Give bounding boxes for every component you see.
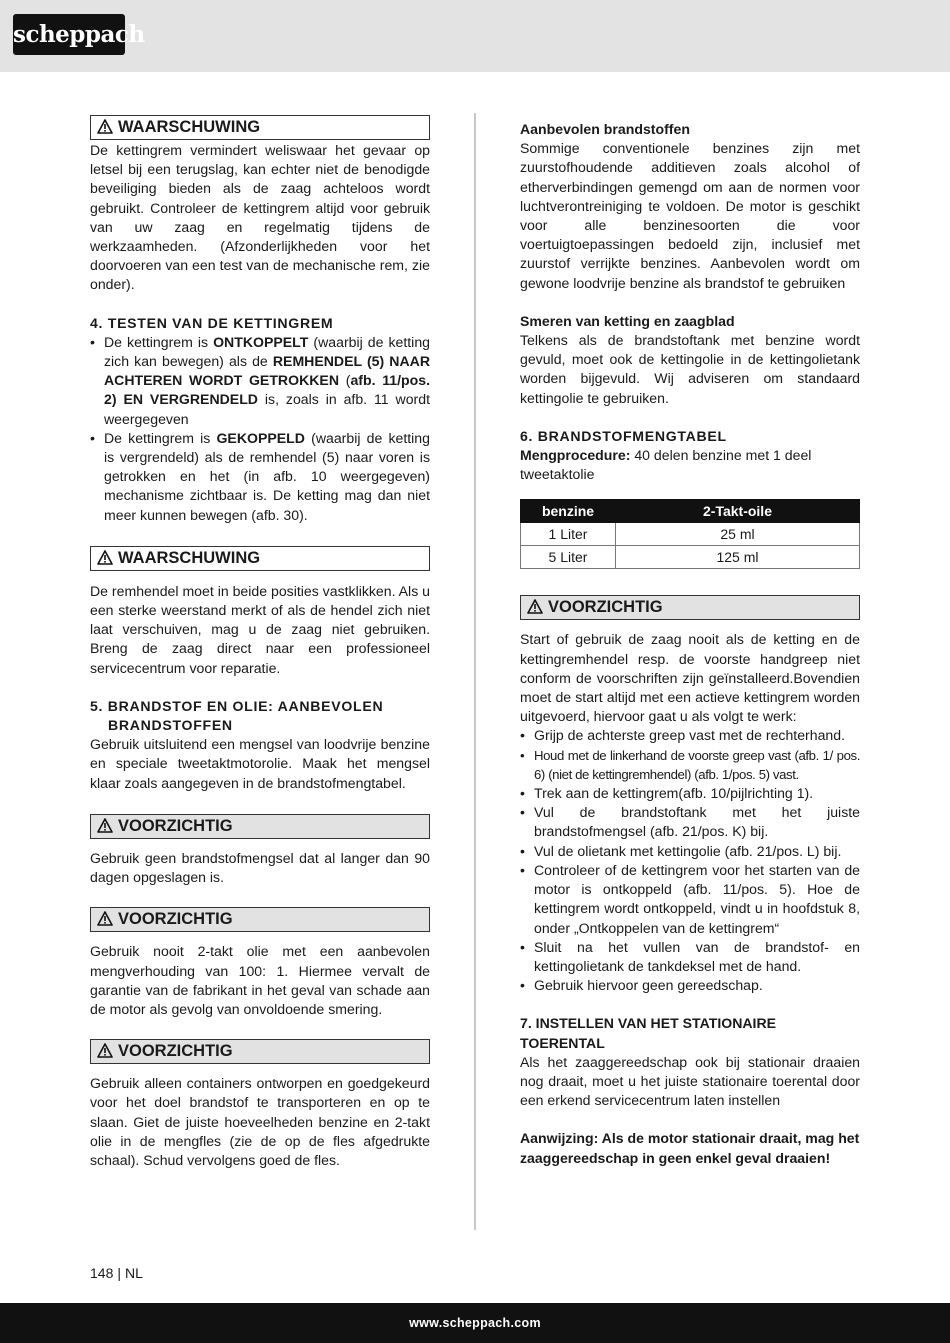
warning-title: WAARSCHUWING [118,118,261,136]
warning-triangle-icon [97,119,113,134]
note-text: Aanwijzing: Als de motor stationair draait, mag het zaaggereedschap in geen enkel geval draaien! [520,1130,860,1166]
list-item: • Trek aan de kettingrem(afb. 10/pijlrichting 1). [520,784,860,803]
fuels-text: Sommige conventionele benzines zijn met zuurstofhoudende additieven zoals alcohol of etherverbindingen gemengd om aan de normen voor luchtverontreiniging te voldoen. De motor is geschikt voor alle benzinesoorten die voor voertuigtoepassingen bedoeld zijn, inclusief met zuurstof verrijkte benzines. Aanbevolen wordt om gewone loodvrije benzine als brandstof te gebruiken [520,140,860,291]
caution-box-2 [90,907,430,932]
mix-procedure: Mengprocedure: 40 delen benzine met 1 deel tweetaktolie [520,447,812,483]
caution-intro: Start of gebruik de zaag nooit als de ketting en de kettingremhendel resp. de voorste handgreep niet conform de voorschriften zijn geïnstalleerd.Bovendien moet de start altijd met een actieve kettingrem worden uitgevoerd, hiervoor gaat u als volgt te werk: [520,631,860,725]
caution-title: VOORZICHTIG [118,1042,233,1061]
start-steps-list [520,726,860,995]
caution-text: Gebruik nooit 2-takt olie met een aanbevolen mengverhouding van 100: 1. Hiermee vervalt de garantie van de fabrikant in het geval van schade aan de motor als gevolg van onvoldoende smering. [90,943,430,1017]
section-5-text: Gebruik uitsluitend een mengsel van loodvrije benzine en speciale tweetaktmotorolie. Maak het mengsel klaar zoals aangegeven in de brandstofmengtabel. [90,736,430,791]
warning-triangle-icon [97,911,113,926]
scheppach-logo: scheppach [13,14,125,55]
fuel-mix-table [520,499,860,569]
caution-text: Gebruik alleen containers ontworpen en goedgekeurd voor het doel brandstof te transporteren en op te slaan. Giet de juiste hoeveelheden benzine en 2-takt olie in de mengfles (zie de op de fles afgedrukte schaal). Schud vervolgens goed de fles. [90,1075,430,1168]
fuels-heading: Aanbevolen brandstoffen [520,121,690,137]
section-heading-7: 7. INSTELLEN VAN HET STATIONAIRE TOERENTAL [520,1015,777,1051]
header-bar [0,0,950,72]
warning-text: De kettingrem vermindert weliswaar het gevaar op letsel bij een terugslag, kan echter niet de benodigde beveiliging bieden als de zaag achteloos wordt gebruikt. Controleer de kettingrem altijd voor gebruik van uw zaag en regelmatig tijdens de werkzaamheden. (Afzonderlijkheden voor het doorvoeren van een test van de mechanische rem, zie onder). [90,142,430,293]
lube-text: Telkens als de brandstoftank met benzine wordt gevuld, moet ook de kettingolie in de kettingolietank worden bijgevuld. Wij adviseren om standaard kettingolie te gebruiken. [520,332,860,406]
warning-text: De remhendel moet in beide posities vastklikken. Als u een sterke weerstand merkt of als de hendel zich niet laat verschuiven, mag u de zaag niet gebruiken. Breng de zaag direct naar een professioneel servicecentrum voor reparatie. [90,582,430,676]
website-link[interactable]: www.scheppach.com [409,1316,541,1330]
section-heading-5: 5. BRANDSTOF EN OLIE: AANBEVOLEN BRANDSTOFFEN [90,697,384,734]
page-number: 148 | NL [90,1265,143,1281]
list-item: • Sluit na het vullen van de brandstof- en kettingolietank de tankdeksel met de hand. [520,938,860,976]
list-item: • Vul de brandstoftank met het juiste brandstofmengsel (afb. 21/pos. K) bij. [520,803,860,841]
caution-box-1 [90,814,430,839]
table-header: benzine [521,500,616,523]
column-divider [474,113,476,1230]
table-cell: 125 ml [616,546,860,569]
caution-title: VOORZICHTIG [548,598,663,617]
table-header: 2-Takt-oile [616,500,860,523]
list-item: • De kettingrem is ONTKOPPELT (waarbij de ketting zich kan bewegen) als de REMHENDEL (5) NAAR ACHTEREN WORDT GETROKKEN (afb. 11/pos. 2) EN VERGRENDELD is, zoals in afb. 11 wordt weergegeven [90,333,430,429]
warning-box-2 [90,546,430,571]
table-header-row [521,500,860,523]
table-cell: 5 Liter [521,546,616,569]
warning-box-1 [90,115,430,140]
left-column [90,115,430,1170]
list-item: • Gebruik hiervoor geen gereedschap. [520,976,860,995]
right-column [520,115,860,1168]
table-cell: 25 ml [616,523,860,546]
section-heading-4: 4. TESTEN VAN DE KETTINGREM [90,314,334,331]
table-row [521,523,860,546]
warning-triangle-icon [527,599,543,614]
footer-bar [0,1303,950,1343]
list-item: • Grijp de achterste greep vast met de rechterhand. [520,726,860,745]
warning-triangle-icon [97,550,113,565]
list-item: • Vul de olietank met kettingolie (afb. 21/pos. L) bij. [520,842,860,861]
caution-title: VOORZICHTIG [118,910,233,929]
table-row [521,546,860,569]
warning-title: WAARSCHUWING [118,548,261,567]
caution-title: VOORZICHTIG [118,816,233,835]
warning-triangle-icon [97,818,113,833]
section-heading-6: 6. BRANDSTOFMENGTABEL [520,427,727,444]
caution-box-3 [90,1039,430,1064]
section-7-text: Als het zaaggereedschap ook bij stationair draaien nog draait, moet u het juiste stationaire toerental door een erkend servicecentrum laten instellen [520,1053,860,1109]
list-item: • Houd met de linkerhand de voorste greep vast (afb. 1/ pos. 6) (niet de kettingremhendel) (afb. 1/pos. 5) vast. [520,746,860,784]
list-item: • Controleer of de kettingrem voor het starten van de motor is ontkoppeld (afb. 11/pos. 5). Hoe de kettingrem wordt ontkoppeld, vindt u in hoofdstuk 8, onder „Ontkoppelen van de kettingrem“ [520,861,860,938]
caution-box-4 [520,595,860,620]
table-cell: 1 Liter [521,523,616,546]
warning-triangle-icon [97,1043,113,1058]
section-4-list [90,333,430,525]
lube-heading: Smeren van ketting en zaagblad [520,312,735,329]
list-item: • De kettingrem is GEKOPPELD (waarbij de ketting is vergrendeld) als de remhendel (5) naar voren is getrokken en het (in afb. 10 weergegeven) mechanisme zichtbaar is. De ketting mag dan niet meer kunnen bewegen (afb. 30). [90,429,430,525]
caution-text: Gebruik geen brandstofmengsel dat al langer dan 90 dagen opgeslagen is. [90,849,430,886]
